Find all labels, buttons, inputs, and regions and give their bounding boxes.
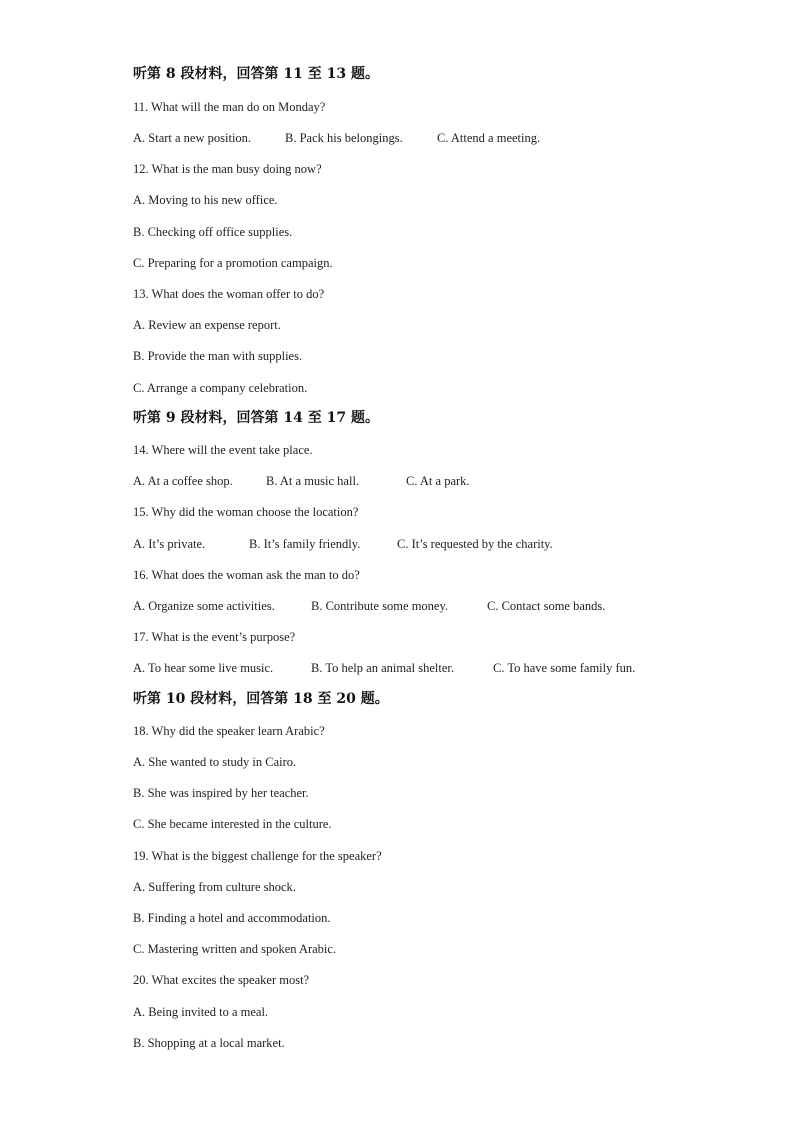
question-19: 19. What is the biggest challenge for the speaker? (133, 849, 382, 863)
q16-option-c: C. Contact some bands. (487, 599, 606, 613)
q15-option-a: A. It’s private. (133, 537, 206, 551)
q11-option-a: A. Start a new position. (133, 131, 252, 145)
q18-option-a: A. She wanted to study in Cairo. (133, 755, 297, 769)
section-9-heading: 听第 9 段材料，回答第 14 至 17 题。 (133, 410, 379, 426)
q20-option-a: A. Being invited to a meal. (133, 1005, 269, 1019)
q14-option-a: A. At a coffee shop. (133, 474, 233, 488)
question-17: 17. What is the event’s purpose? (133, 630, 296, 644)
q13-option-a: A. Review an expense report. (133, 318, 281, 332)
q19-option-c: C. Mastering written and spoken Arabic. (133, 942, 337, 956)
question-13: 13. What does the woman offer to do? (133, 287, 325, 301)
question-20: 20. What excites the speaker most? (133, 973, 310, 987)
question-16: 16. What does the woman ask the man to do? (133, 568, 360, 582)
question-15: 15. Why did the woman choose the location? (133, 505, 359, 519)
q12-option-c: C. Preparing for a promotion campaign. (133, 256, 333, 270)
q14-option-c: C. At a park. (406, 474, 470, 488)
q18-option-c: C. She became interested in the culture. (133, 817, 332, 831)
q17-option-a: A. To hear some live music. (133, 661, 274, 675)
section-10-heading: 听第 10 段材料，回答第 18 至 20 题。 (133, 691, 389, 707)
q16-option-b: B. Contribute some money. (311, 599, 449, 613)
q18-option-b: B. She was inspired by her teacher. (133, 786, 309, 800)
q12-option-b: B. Checking off office supplies. (133, 225, 293, 239)
q17-option-b: B. To help an animal shelter. (311, 661, 454, 675)
q12-option-a: A. Moving to his new office. (133, 193, 278, 207)
q15-option-c: C. It’s requested by the charity. (397, 537, 553, 551)
q13-option-b: B. Provide the man with supplies. (133, 349, 303, 363)
q11-option-c: C. Attend a meeting. (437, 131, 541, 145)
question-18: 18. Why did the speaker learn Arabic? (133, 724, 325, 738)
q19-option-a: A. Suffering from culture shock. (133, 880, 296, 894)
q15-option-b: B. It’s family friendly. (249, 537, 361, 551)
section-8-heading: 听第 8 段材料，回答第 11 至 13 题。 (133, 66, 379, 82)
question-11: 11. What will the man do on Monday? (133, 100, 326, 114)
q13-option-c: C. Arrange a company celebration. (133, 381, 308, 395)
question-14: 14. Where will the event take place. (133, 443, 313, 457)
q17-option-c: C. To have some family fun. (493, 661, 636, 675)
q16-option-a: A. Organize some activities. (133, 599, 275, 613)
question-12: 12. What is the man busy doing now? (133, 162, 322, 176)
q11-option-b: B. Pack his belongings. (285, 131, 403, 145)
q19-option-b: B. Finding a hotel and accommodation. (133, 911, 331, 925)
q20-option-b: B. Shopping at a local market. (133, 1036, 285, 1050)
q14-option-b: B. At a music hall. (266, 474, 360, 488)
